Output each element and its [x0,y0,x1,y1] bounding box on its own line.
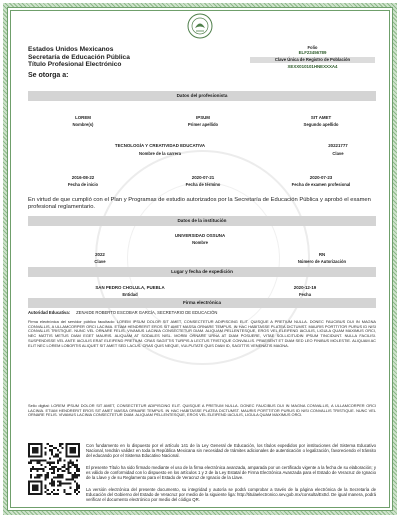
section-issuance: Lugar y fecha de expedición [28,267,376,277]
career-key: 20221777 [328,143,348,148]
issuance-date: 2020-12-19 [293,285,317,290]
curp-value: XEXX010101HNEXXXA4 [287,63,338,69]
first-surname-label: Primer apellido [187,122,219,127]
issuance-place-label: Entidad [122,292,138,297]
compliance-statement: En virtud de que cumplió con el Plan y Programas de estudio autorizados por la Secretaría de Educación Pública y aprobó el examen profesional reglamentario. [28,197,371,210]
issuer-header [28,46,130,69]
institution-key-label: Clave [94,259,106,264]
student-second-surname: SIT AMET [310,115,332,120]
folio-label: Folio [307,45,318,50]
section-professional: Datos del profesionista [28,91,376,101]
verification-qr-code[interactable] [28,443,80,495]
career-label: Nombre de la carrera [139,151,181,156]
verification-paragraph: La versión electrónica del presente documento, su integridad y autoría se podrá comprobar a través de la página electrónica de la Secretaría de Educación del Gobierno del Estado de Veracruz por medio de la siguiente liga: http://titulaelectronico.sev.gob.mx/consulta/ExtId. De igual manera, podrá verificar el documento electrónico por medio del código QR. [86,487,376,503]
section-institution: Datos de la institución [28,216,376,226]
section-signature: Firma electrónica [28,298,376,308]
legal-basis-paragraph: Con fundamento en lo dispuesto por el artículo 141 de la Ley General de Educación, los títulos expedidos por instituciones del Sistema Educativo Nacional, tendrán validez en toda la República Mexicana sin necesidad de trámites adicionales de autenticación o legalización, favoreciendo el tránsito del educando por el Sistema Educativo Nacional. [86,443,376,459]
second-surname-label: Segundo apellido [303,122,339,127]
authorization-number-label: Número de Autorización [297,259,347,264]
issuance-date-label: Fecha [298,292,312,297]
ministry-name: Secretaría de Educación Pública [28,53,130,61]
start-date-label: Fecha de inicio [67,182,99,187]
authorization-number: RN [318,252,326,257]
institution-key: 2022 [95,252,105,257]
educational-authority [28,310,217,315]
institution-name: UNIVERSIDAD OSSUNA [174,233,226,238]
career-key-label: Clave [332,151,344,156]
end-date-label: Fecha de término [185,182,221,187]
electronic-signature-text: Firma electrónica del servidor público facultado: LOREM IPSUM DOLOR SIT AMET, CONSECTETUR ADIPISCING ELIT. QUISQUE A PRETIUM NULLA. DONEC FAUCIBUS DUI IN MAGNA CONVALLIS, A ULLAMCORPER ORCI LACINIA. ETIAM HENDRERIT EROS SIT AMET MASSA ORNARE TEMPUS. IN HAC HABITASSE PLATEA DICTUMST. MAURIS PORTTITOR PURUS ID NISI CONVALLIS TRISTIQUE. NUNC VEL ORNARE FELIS. VIVAMUS LACINIA CONSECTETUR DIAM. ALIQUAM PELLENTESQUE, EROS VEL ELEIFEND IACULIS, LIGULA QUAM MAXIMUS ORCI, NEC MATTIS METUS DIAM EGET MAURIS. ALIQUAM AT SODALES NISL. MORBI ORNARE URNA AT DIAM POSUERE, VITAE SOLLICITUDIN IPSUM TINCIDUNT. NULLA FACILISI. SUSPENDISSE VEL ANTE IACULIS ERAT ELEIFEND PRETIUM. CRAS SAGITTIS TURPIS A LECTUS TRISTIQUE CONVALLIS. PRAESENT ET DIAM SED LEO FINIBUS MOLESTIE. ALIQUAM AC ELIT NEC LOREM LOBORTIS ALIQUET SIT AMET SED LACUS. CRAS QUIS NEQUE, VULPUTATE QUIS DIAM ID, SAGITTIS VENENATIS MAGNA. [28,320,376,348]
document-title: Título Profesional Electrónico [28,61,122,69]
authority-label: Autoridad Educativa: [28,310,71,315]
exam-date: 2020-07-23 [309,175,333,180]
start-date: 2016-08-22 [71,175,95,180]
end-date: 2020-07-21 [191,175,215,180]
folio-value: ELF23456789 [298,50,327,55]
name-label: Nombre(s) [72,122,94,127]
exam-date-label: Fecha de examen profesional [291,182,351,187]
country-name: Estados Unidos Mexicanos [28,46,114,53]
folio-block [250,45,375,70]
curp-label: Clave Única de Registro de Población [250,57,375,63]
student-first-surname: IPSUM [196,115,210,120]
issuance-place: SAN PEDRO CHOLULA, PUEBLA [95,285,165,290]
student-name: LOREM [75,115,91,120]
authority-value: ZENAIDE ROBERTO ESCOBAR GARCÍA, SECRETARIO DE EDUCACIÓN [76,310,218,315]
granted-to-heading: Se otorga a: [28,72,69,79]
career-name: TECNOLOGÍA Y CREATIVIDAD EDUCATIVA [114,143,206,148]
signature-validity-paragraph: El presente Título ha sido firmado mediante el uso de la firma electrónica avanzada, amparada por un certificado vigente a la fecha de su elaboración; y es válido de conformidad con lo dispuesto en los artículos 1 y 2 de la Ley Estatal de Firma Electrónica Avanzada para el Estado de Veracruz de Ignacio de la Llave y de su Reglamento para el Estado de Veracruz de Ignacio de la Llave. [86,465,376,481]
institution-name-label: Nombre [192,240,208,245]
digital-seal-text: Sello digital: LOREM IPSUM DOLOR SIT AMET, CONSECTETUR ADIPISCING ELIT. QUISQUE A PRETIUM NULLA. DONEC FAUCIBUS DUI IN MAGNA CONVALLIS, A ULLAMCORPER ORCI LACINIA. ETIAM HENDRERIT EROS SIT AMET MASSA ORNARE TEMPUS. IN HAC HABITASSE PLATEA DICTUMST. MAURIS PORTTITOR PURUS ID NISI CONVALLIS TRISTIQUE. NUNC VEL ORNARE FELIS. VIVAMUS LACINIA CONSECTETUR DIAM. ALIQUAM PELLENTESQUE, EROS VEL ELEIFEND IACULIS, LIGULA QUAM MAXIMUS ORCI. [28,404,376,418]
national-seal-icon [187,13,213,39]
